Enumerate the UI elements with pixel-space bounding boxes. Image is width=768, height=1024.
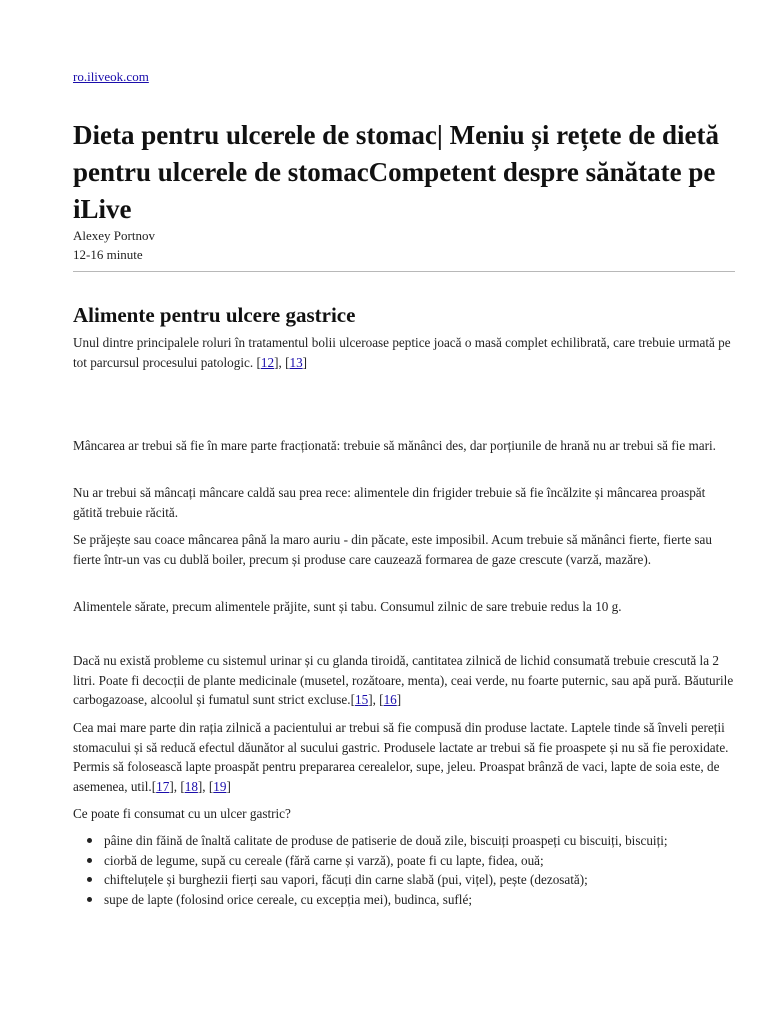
- food-list: [73, 831, 735, 909]
- read-time: 12-16 minute: [73, 247, 143, 262]
- paragraph-6: Dacă nu există probleme cu sistemul urinar și cu glanda tiroidă, cantitatea zilnică de lichid consumată trebuie crescută la 2 litri. Poate fi decocții de plante medicinale (musetel, rozătoare, menta), ceai verde, nu foarte puternic, sau apă pură. Băuturile carbogazoase, alcoolul și fumatul sunt strict excluse.[15], [16]: [73, 653, 734, 708]
- citation-link[interactable]: 12: [260, 354, 275, 370]
- citation-link[interactable]: 15: [355, 692, 369, 708]
- citation-link[interactable]: 17: [156, 778, 170, 794]
- paragraph-2: Mâncarea ar trebui să fie în mare parte fracționată: trebuie să mănânci des, dar porțiunile de hrană nu ar trebui să fie mari.: [73, 438, 716, 453]
- list-item: ciorbă de legume, supă cu cereale (fără carne și varză), poate fi cu lapte, fidea, ouă;: [73, 851, 735, 871]
- paragraph-3: Nu ar trebui să mâncați mâncare caldă sau prea rece: alimentele din frigider trebuie să fie încălzite și mâncarea proaspăt gătită trebuie răcită.: [73, 485, 706, 520]
- citation-link[interactable]: 16: [383, 692, 397, 708]
- citation-link[interactable]: 18: [184, 778, 198, 794]
- author-name: Alexey Portnov: [73, 228, 155, 243]
- paragraph-5: Alimentele sărate, precum alimentele prăjite, sunt și tabu. Consumul zilnic de sare trebuie redus la 10 g.: [73, 599, 622, 614]
- citation-link[interactable]: 19: [213, 778, 227, 794]
- paragraph-4: Se prăjește sau coace mâncarea până la maro auriu - din păcate, este imposibil. Acum trebuie să mănânci fierte, fierte sau fierte într-un vas cu dublă boiler, precum și produse care cauzează formarea de gaze crescute (varză, mazăre).: [73, 532, 712, 567]
- source-link[interactable]: ro.iliveok.com: [73, 69, 149, 84]
- list-item: supe de lapte (folosind orice cereale, cu excepția mei), budinca, suflé;: [73, 890, 735, 910]
- list-item: chifteluțele și burghezii fierți sau vapori, făcuți din carne slabă (pui, vițel), pește (dezosată);: [73, 870, 735, 890]
- citation-link[interactable]: 13: [289, 354, 303, 370]
- list-item: pâine din făină de înaltă calitate de produse de patiserie de două zile, biscuiți proaspeți cu biscuiți, biscuiți;: [73, 831, 735, 851]
- paragraph-text: Dacă nu există probleme cu sistemul urinar și cu glanda tiroidă, cantitatea zilnică de lichid consumată trebuie crescută la 2 litri. Poate fi decocții de plante medicinale (musetel, rozătoare, menta), ceai verde, nu foarte puternic, sau apă pură. Băuturile carbogazoase, alcoolul și fumatul sunt strict excluse.: [73, 653, 734, 708]
- article-title: Dieta pentru ulcerele de stomac| Meniu și rețete de dietă pentru ulcerele de stomacCompetent despre sănătate pe iLive: [73, 120, 720, 224]
- paragraph-text: Unul dintre principalele roluri în tratamentul bolii ulceroase peptice joacă o masă complet echilibrată, care trebuie urmată pe tot parcursul procesului patologic.: [73, 335, 731, 370]
- paragraph-text: Cea mai mare parte din rația zilnică a pacientului ar trebui să fie compusă din produse lactate. Laptele tinde să înveli pereții stomacului și să reducă efectul dăunător al sucului gastric. Produsele lactate ar trebui să fie proaspete și nu să fie peroxidate. Permis să folosească lapte proaspăt pentru prepararea cerealelor, supe, jeleu. Proaspat brânză de vaci, lapte de soia este, de asemenea, util.: [73, 720, 729, 794]
- paragraph-8: Ce poate fi consumat cu un ulcer gastric?: [73, 806, 291, 821]
- byline: [73, 226, 155, 264]
- divider: [73, 271, 735, 272]
- section-heading: Alimente pentru ulcere gastrice: [73, 303, 356, 327]
- paragraph-7: Cea mai mare parte din rația zilnică a pacientului ar trebui să fie compusă din produse lactate. Laptele tinde să înveli pereții stomacului și să reducă efectul dăunător al sucului gastric. Produsele lactate ar trebui să fie proaspete și nu să fie peroxidate. Permis să folosească lapte proaspăt pentru prepararea cerealelor, supe, jeleu. Proaspat brânză de vaci, lapte de soia este, de asemenea, util.[17], [18], [19]: [73, 720, 729, 794]
- paragraph-1: Unul dintre principalele roluri în tratamentul bolii ulceroase peptice joacă o masă complet echilibrată, care trebuie urmată pe tot parcursul procesului patologic. [12], [13]: [73, 335, 731, 370]
